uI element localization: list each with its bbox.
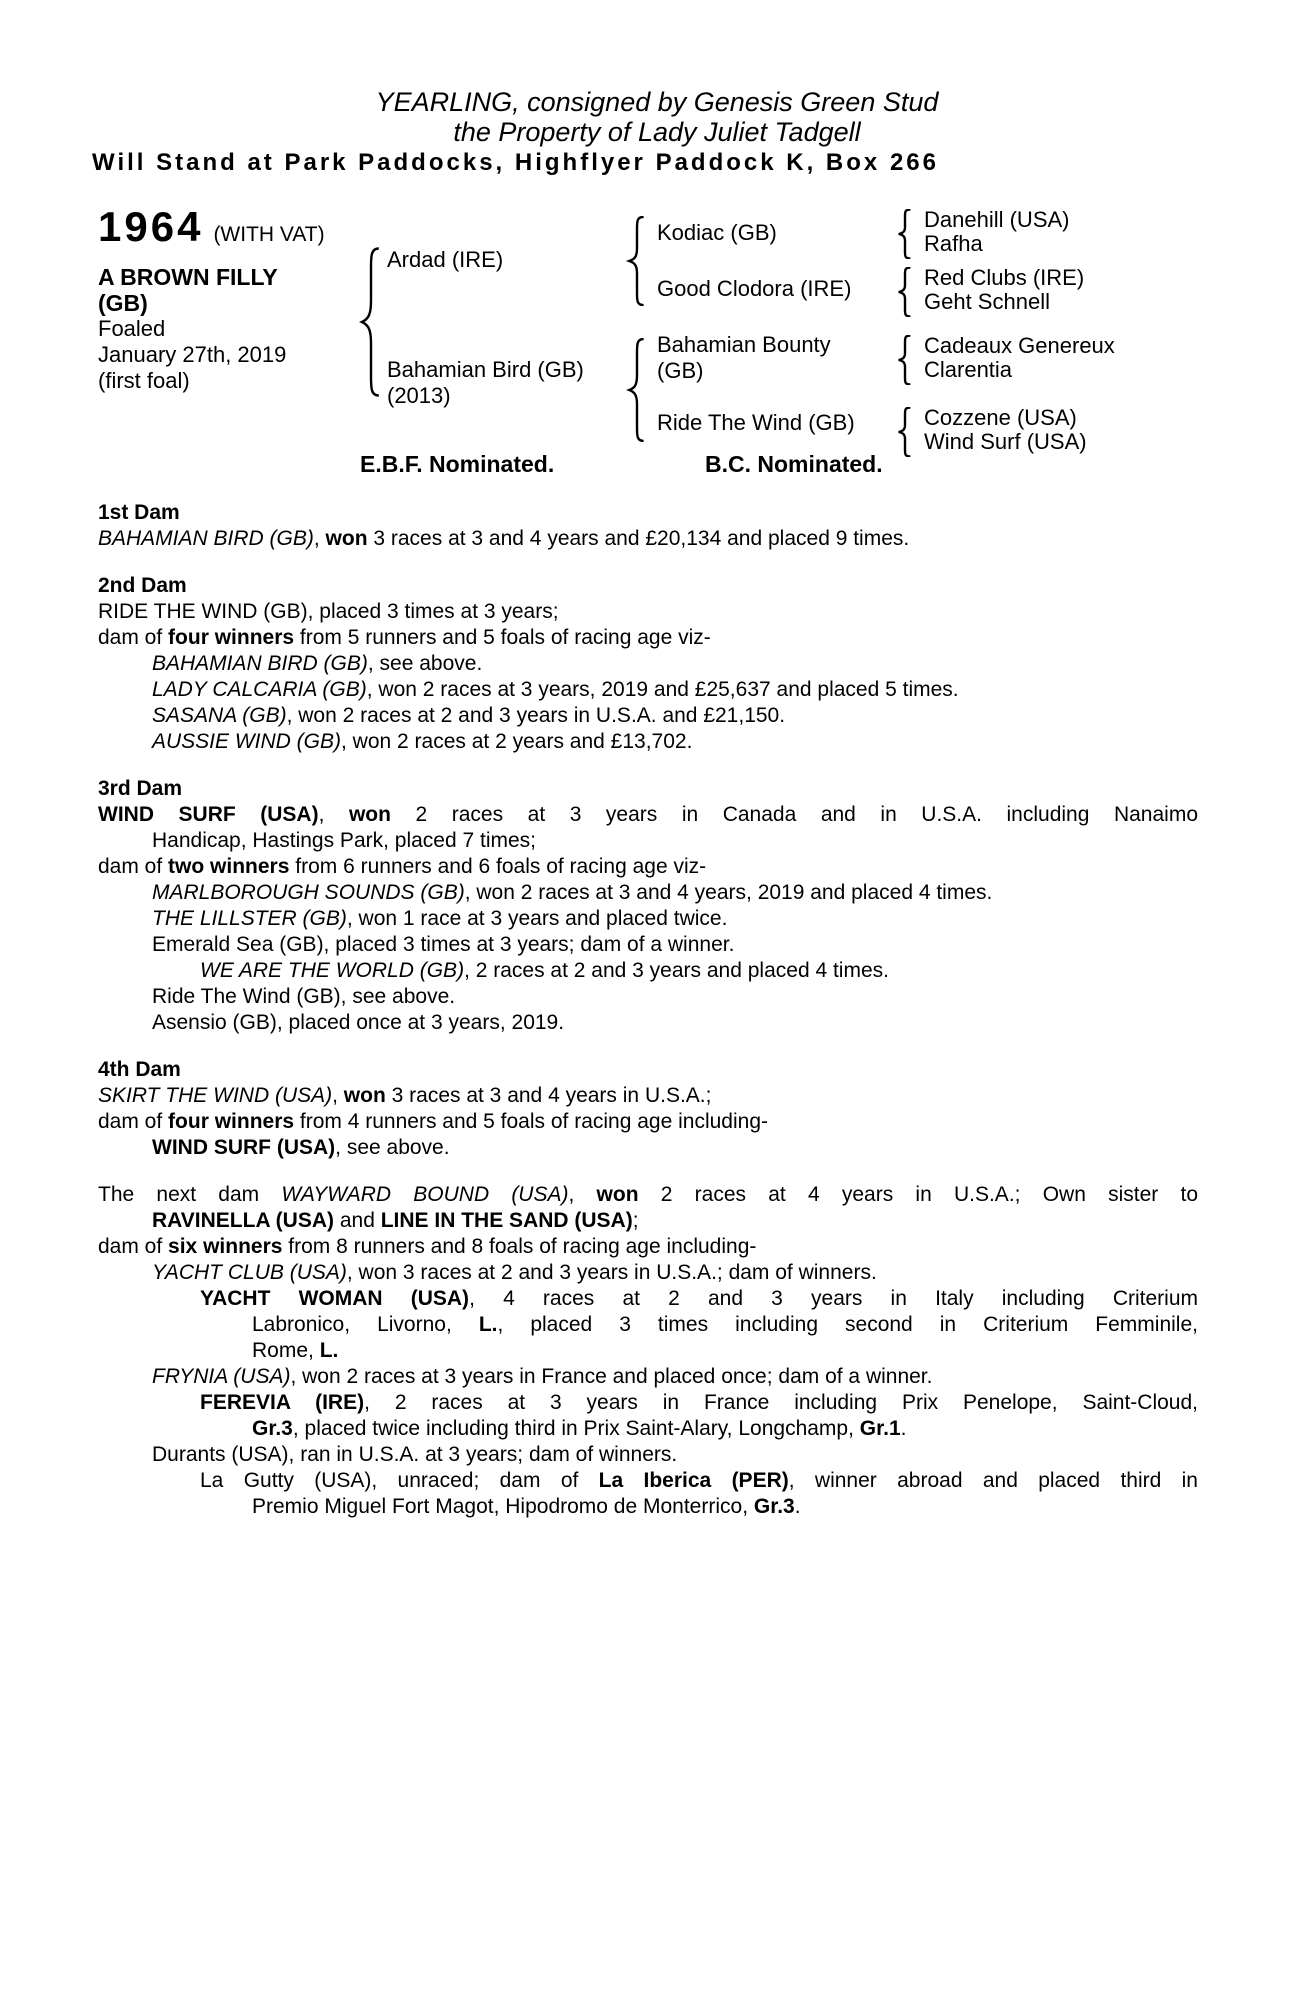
pedigree-gen3-name: Geht Schnell — [924, 289, 1050, 314]
pedigree-dam-sire-line1: Bahamian Bounty — [657, 332, 831, 357]
consignor-line: YEARLING, consigned by Genesis Green Stud — [375, 87, 939, 117]
pedigree-sire-dam: Good Clodora (IRE) — [657, 276, 852, 301]
pedigree-text-line: Asensio (GB), placed once at 3 years, 2019. — [152, 1011, 565, 1034]
pedigree-text-line: La Gutty (USA), unraced; dam of La Iberica (PER), winner abroad and placed third in — [200, 1469, 1198, 1492]
pedigree-text — [98, 500, 1198, 1520]
pedigree-gen3-pair — [924, 208, 1070, 256]
pedigree-gen3-name: Cozzene (USA) — [924, 405, 1077, 430]
pedigree-brace — [896, 335, 914, 385]
pedigree-text-line: SKIRT THE WIND (USA), won 3 races at 3 and 4 years in U.S.A.; — [98, 1084, 712, 1107]
pedigree-text-line: Labronico, Livorno, L., placed 3 times including second in Criterium Femminile, — [252, 1313, 1198, 1336]
pedigree-dam-year: (2013) — [387, 383, 451, 408]
pedigree-text-line: Handicap, Hastings Park, placed 7 times; — [152, 829, 537, 852]
pedigree-sire-sire: Kodiac (GB) — [657, 220, 777, 245]
pedigree-gen3-pair — [924, 334, 1115, 382]
pedigree-text-line: FRYNIA (USA), won 2 races at 3 years in France and placed once; dam of a winner. — [152, 1365, 933, 1388]
pedigree-text-line: THE LILLSTER (GB), won 1 race at 3 years and placed twice. — [152, 907, 728, 930]
pedigree-brace — [896, 267, 914, 317]
pedigree-gen3-name: Red Clubs (IRE) — [924, 265, 1085, 290]
pedigree-text-line: BAHAMIAN BIRD (GB), won 3 races at 3 and 4 years and £20,134 and placed 9 times. — [98, 527, 910, 550]
pedigree-dam — [387, 357, 584, 409]
horse-description-line2: (GB) — [98, 290, 148, 316]
pedigree-text-line: dam of six winners from 8 runners and 8 foals of racing age including- — [98, 1235, 757, 1258]
pedigree-dam-dam: Ride The Wind (GB) — [657, 410, 855, 435]
pedigree-text-line: SASANA (GB), won 2 races at 2 and 3 years in U.S.A. and £21,150. — [152, 704, 786, 727]
pedigree-gen3-name: Cadeaux Genereux — [924, 333, 1115, 358]
pedigree-brace — [626, 216, 648, 306]
pedigree-text-line: RIDE THE WIND (GB), placed 3 times at 3 years; — [98, 600, 559, 623]
pedigree-text-line: dam of two winners from 6 runners and 6 foals of racing age viz- — [98, 855, 707, 878]
dam-section-heading: 4th Dam — [98, 1058, 181, 1081]
pedigree-text-line: RAVINELLA (USA) and LINE IN THE SAND (USA); — [152, 1209, 639, 1232]
pedigree-gen3-pair — [924, 266, 1084, 314]
bc-nomination: B.C. Nominated. — [705, 451, 883, 477]
pedigree-text-line: YACHT CLUB (USA), won 3 races at 2 and 3 years in U.S.A.; dam of winners. — [152, 1261, 877, 1284]
pedigree-text-line: The next dam WAYWARD BOUND (USA), won 2 races at 4 years in U.S.A.; Own sister to — [98, 1183, 1198, 1206]
dam-section-heading: 3rd Dam — [98, 777, 183, 800]
pedigree-text-line: Rome, L. — [252, 1339, 339, 1362]
pedigree-text-line: FEREVIA (IRE), 2 races at 3 years in France including Prix Penelope, Saint-Cloud, — [200, 1391, 1199, 1414]
pedigree-text-line: Emerald Sea (GB), placed 3 times at 3 years; dam of a winner. — [152, 933, 735, 956]
pedigree-text-line: BAHAMIAN BIRD (GB), see above. — [152, 652, 483, 675]
pedigree-text-line: WIND SURF (USA), see above. — [152, 1136, 450, 1159]
horse-description-line1: A BROWN FILLY — [98, 264, 278, 290]
dam-section-heading: 1st Dam — [98, 501, 180, 524]
pedigree-gen3-name: Rafha — [924, 231, 983, 256]
foaled-date: January 27th, 2019 — [98, 342, 287, 367]
ebf-nomination: E.B.F. Nominated. — [360, 451, 555, 477]
pedigree-text-line: WE ARE THE WORLD (GB), 2 races at 2 and 3 years and placed 4 times. — [200, 959, 889, 982]
pedigree-text-line: Ride The Wind (GB), see above. — [152, 985, 456, 1008]
pedigree-dam-sire — [657, 332, 831, 384]
pedigree-text-line: WIND SURF (USA), won 2 races at 3 years in Canada and in U.S.A. including Nanaimo — [98, 803, 1198, 826]
property-line: the Property of Lady Juliet Tadgell — [453, 117, 861, 147]
stand-location-line: Will Stand at Park Paddocks, Highflyer Paddock K, Box 266 — [92, 149, 939, 176]
pedigree-text-line: MARLBOROUGH SOUNDS (GB), won 2 races at 3 and 4 years, 2019 and placed 4 times. — [152, 881, 993, 904]
foal-note: (first foal) — [98, 368, 190, 393]
pedigree-gen3-name: Danehill (USA) — [924, 207, 1070, 232]
foaled-label: Foaled — [98, 316, 166, 341]
pedigree-text-line: Gr.3, placed twice including third in Prix Saint-Alary, Longchamp, Gr.1. — [252, 1417, 907, 1440]
pedigree-brace — [896, 407, 914, 457]
lot-number-row — [98, 203, 325, 250]
pedigree-text-line: dam of four winners from 4 runners and 5 foals of racing age including- — [98, 1110, 768, 1133]
pedigree-brace — [358, 247, 384, 397]
pedigree-text-line: dam of four winners from 5 runners and 5 foals of racing age viz- — [98, 626, 711, 649]
pedigree-text-line: YACHT WOMAN (USA), 4 races at 2 and 3 years in Italy including Criterium — [200, 1287, 1198, 1310]
pedigree-gen3-name: Wind Surf (USA) — [924, 429, 1087, 454]
pedigree-text-line: Durants (USA), ran in U.S.A. at 3 years; dam of winners. — [152, 1443, 678, 1466]
pedigree-text-line: Premio Miguel Fort Magot, Hipodromo de Monterrico, Gr.3. — [252, 1495, 801, 1518]
pedigree-dam-name: Bahamian Bird (GB) — [387, 357, 584, 382]
pedigree-gen3-pair — [924, 406, 1087, 454]
pedigree-brace — [626, 338, 648, 442]
vat-note: (WITH VAT) — [213, 223, 325, 246]
pedigree-gen3-name: Clarentia — [924, 357, 1013, 382]
dam-section-heading: 2nd Dam — [98, 574, 187, 597]
pedigree-text-line: AUSSIE WIND (GB), won 2 races at 2 years and £13,702. — [152, 730, 693, 753]
lot-description — [98, 264, 286, 394]
pedigree-brace — [896, 209, 914, 259]
pedigree-dam-sire-line2: (GB) — [657, 358, 704, 383]
pedigree-sire: Ardad (IRE) — [387, 247, 504, 272]
pedigree-text-line: LADY CALCARIA (GB), won 2 races at 3 years, 2019 and £25,637 and placed 5 times. — [152, 678, 959, 701]
lot-number: 1964 — [98, 203, 204, 250]
